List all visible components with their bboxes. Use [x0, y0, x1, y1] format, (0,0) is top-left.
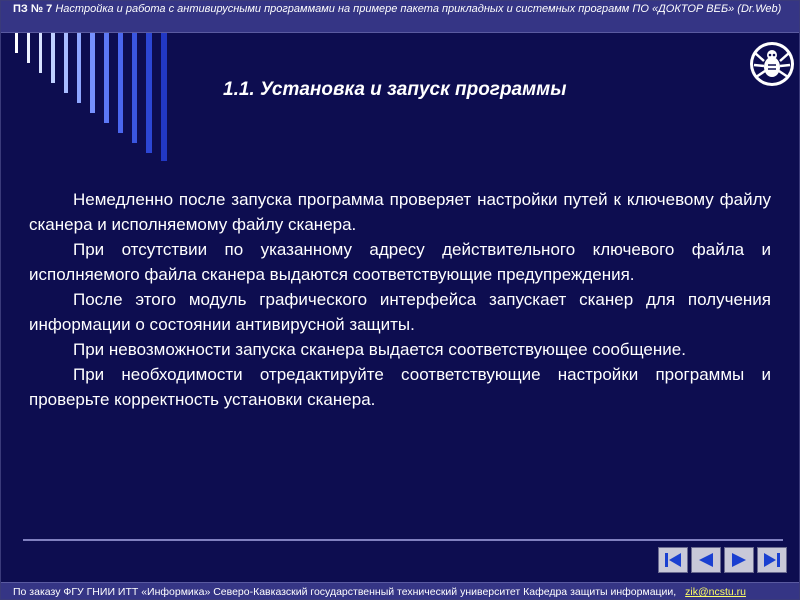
first-slide-icon [663, 551, 683, 569]
last-slide-icon [762, 551, 782, 569]
slide-title: 1.1. Установка и запуск программы [223, 79, 567, 100]
header-number: ПЗ № 7 [13, 3, 53, 15]
previous-slide-icon [696, 551, 716, 569]
paragraph: Немедленно после запуска программа проверяет настройки путей к ключевому файлу сканера и исполняемому файлу сканера. [29, 190, 771, 234]
footer-bar [1, 582, 800, 600]
paragraph: При невозможности запуска сканера выдается соответствующее сообщение. [73, 340, 686, 359]
header-title: Настройка и работа с антивирусными программами на примере пакета прикладных и системных программ ПО «ДОКТОР ВЕБ» (Dr.Web) [55, 3, 782, 15]
last-slide-button[interactable] [757, 547, 787, 573]
paragraph: При необходимости отредактируйте соответствующие настройки программы и проверьте корректность установки сканера. [29, 365, 771, 409]
footer-text: По заказу ФГУ ГНИИ ИТТ «Информика» Северо-Кавказский государственный технический университет Кафедра защиты информации, [13, 586, 677, 598]
next-slide-icon [729, 551, 749, 569]
paragraph: При отсутствии по указанному адресу действительного ключевого файла и исполняемого файла сканера выдаются соответствующие предупреждения. [29, 240, 771, 284]
footer-email-link[interactable]: zik@ncstu.ru [685, 586, 746, 598]
decorative-stripes [1, 33, 201, 163]
next-slide-button[interactable] [724, 547, 754, 573]
first-slide-button[interactable] [658, 547, 688, 573]
previous-slide-button[interactable] [691, 547, 721, 573]
body-text [29, 187, 771, 412]
header-bar [1, 1, 800, 33]
slide-navigation [658, 547, 787, 573]
drweb-spider-logo-icon [749, 41, 795, 87]
divider [23, 539, 783, 541]
paragraph: После этого модуль графического интерфейса запускает сканер для получения информации о состоянии антивирусной защиты. [29, 290, 771, 334]
